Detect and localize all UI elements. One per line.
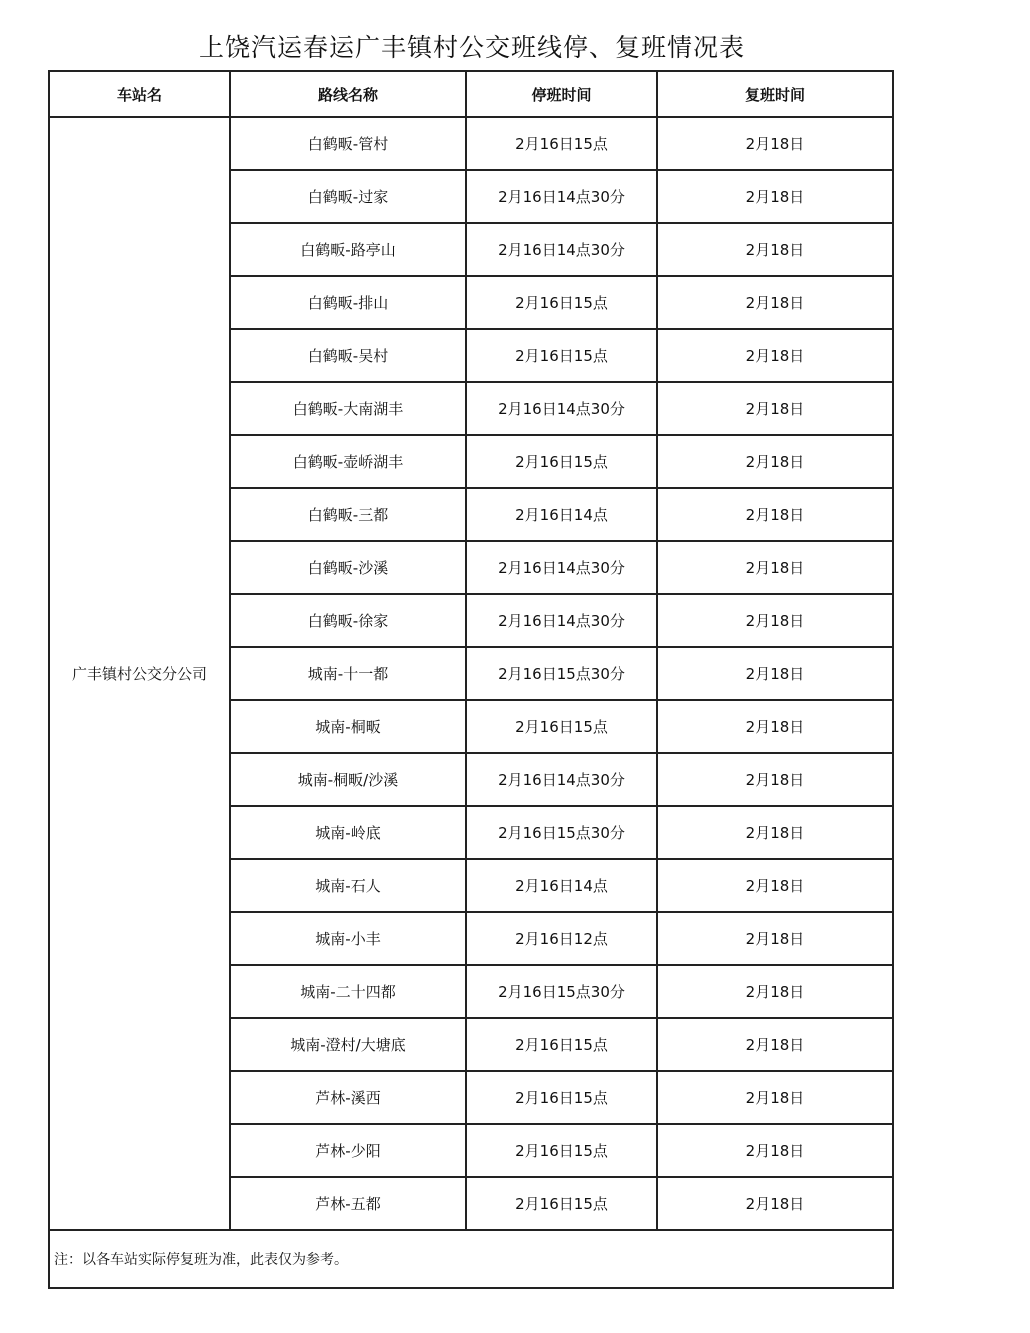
resume-time-cell: 2月18日 xyxy=(657,435,893,488)
resume-time-cell: 2月18日 xyxy=(657,594,893,647)
resume-time-cell: 2月18日 xyxy=(657,117,893,170)
resume-time-cell: 2月18日 xyxy=(657,700,893,753)
station-name-cell: 广丰镇村公交分公司 xyxy=(49,117,230,1230)
resume-time-cell: 2月18日 xyxy=(657,382,893,435)
stop-time-cell: 2月16日15点 xyxy=(466,117,657,170)
stop-time-cell: 2月16日14点30分 xyxy=(466,753,657,806)
resume-time-cell: 2月18日 xyxy=(657,1071,893,1124)
stop-time-cell: 2月16日15点 xyxy=(466,1071,657,1124)
schedule-table xyxy=(48,70,894,1289)
route-cell: 白鹤畈-排山 xyxy=(230,276,466,329)
route-cell: 芦林-溪西 xyxy=(230,1071,466,1124)
stop-time-cell: 2月16日14点30分 xyxy=(466,594,657,647)
route-cell: 白鹤畈-管村 xyxy=(230,117,466,170)
stop-time-cell: 2月16日12点 xyxy=(466,912,657,965)
resume-time-cell: 2月18日 xyxy=(657,276,893,329)
route-cell: 城南-岭底 xyxy=(230,806,466,859)
resume-time-cell: 2月18日 xyxy=(657,329,893,382)
resume-time-cell: 2月18日 xyxy=(657,859,893,912)
header-stop-time: 停班时间 xyxy=(466,71,657,117)
resume-time-cell: 2月18日 xyxy=(657,912,893,965)
route-cell: 白鹤畈-沙溪 xyxy=(230,541,466,594)
stop-time-cell: 2月16日14点30分 xyxy=(466,223,657,276)
stop-time-cell: 2月16日15点30分 xyxy=(466,647,657,700)
route-cell: 白鹤畈-徐家 xyxy=(230,594,466,647)
resume-time-cell: 2月18日 xyxy=(657,170,893,223)
route-cell: 白鹤畈-吴村 xyxy=(230,329,466,382)
resume-time-cell: 2月18日 xyxy=(657,647,893,700)
header-station: 车站名 xyxy=(49,71,230,117)
stop-time-cell: 2月16日15点30分 xyxy=(466,806,657,859)
resume-time-cell: 2月18日 xyxy=(657,541,893,594)
stop-time-cell: 2月16日15点 xyxy=(466,276,657,329)
page-title: 上饶汽运春运广丰镇村公交班线停、复班情况表 xyxy=(198,33,745,62)
route-cell: 城南-澄村/大塘底 xyxy=(230,1018,466,1071)
table-row xyxy=(49,117,893,170)
resume-time-cell: 2月18日 xyxy=(657,488,893,541)
stop-time-cell: 2月16日15点 xyxy=(466,1124,657,1177)
stop-time-cell: 2月16日14点 xyxy=(466,859,657,912)
stop-time-cell: 2月16日14点 xyxy=(466,488,657,541)
route-cell: 白鹤畈-过家 xyxy=(230,170,466,223)
stop-time-cell: 2月16日15点 xyxy=(466,1018,657,1071)
resume-time-cell: 2月18日 xyxy=(657,1018,893,1071)
header-row xyxy=(49,71,893,117)
resume-time-cell: 2月18日 xyxy=(657,965,893,1018)
route-cell: 城南-十一都 xyxy=(230,647,466,700)
stop-time-cell: 2月16日15点 xyxy=(466,329,657,382)
route-cell: 白鹤畈-路亭山 xyxy=(230,223,466,276)
route-cell: 城南-二十四都 xyxy=(230,965,466,1018)
stop-time-cell: 2月16日15点30分 xyxy=(466,965,657,1018)
resume-time-cell: 2月18日 xyxy=(657,1177,893,1230)
route-cell: 白鹤畈-三都 xyxy=(230,488,466,541)
stop-time-cell: 2月16日14点30分 xyxy=(466,170,657,223)
header-resume-time: 复班时间 xyxy=(657,71,893,117)
stop-time-cell: 2月16日14点30分 xyxy=(466,382,657,435)
note-text: 注：以各车站实际停复班为准，此表仅为参考。 xyxy=(49,1230,893,1288)
stop-time-cell: 2月16日14点30分 xyxy=(466,541,657,594)
stop-time-cell: 2月16日15点 xyxy=(466,1177,657,1230)
note-row xyxy=(49,1230,893,1288)
route-cell: 城南-小丰 xyxy=(230,912,466,965)
stop-time-cell: 2月16日15点 xyxy=(466,435,657,488)
resume-time-cell: 2月18日 xyxy=(657,223,893,276)
route-cell: 芦林-五都 xyxy=(230,1177,466,1230)
header-route: 路线名称 xyxy=(230,71,466,117)
route-cell: 白鹤畈-壶峤湖丰 xyxy=(230,435,466,488)
route-cell: 城南-桐畈 xyxy=(230,700,466,753)
route-cell: 芦林-少阳 xyxy=(230,1124,466,1177)
route-cell: 城南-石人 xyxy=(230,859,466,912)
resume-time-cell: 2月18日 xyxy=(657,1124,893,1177)
stop-time-cell: 2月16日15点 xyxy=(466,700,657,753)
resume-time-cell: 2月18日 xyxy=(657,806,893,859)
resume-time-cell: 2月18日 xyxy=(657,753,893,806)
route-cell: 城南-桐畈/沙溪 xyxy=(230,753,466,806)
table-body xyxy=(49,117,893,1288)
route-cell: 白鹤畈-大南湖丰 xyxy=(230,382,466,435)
